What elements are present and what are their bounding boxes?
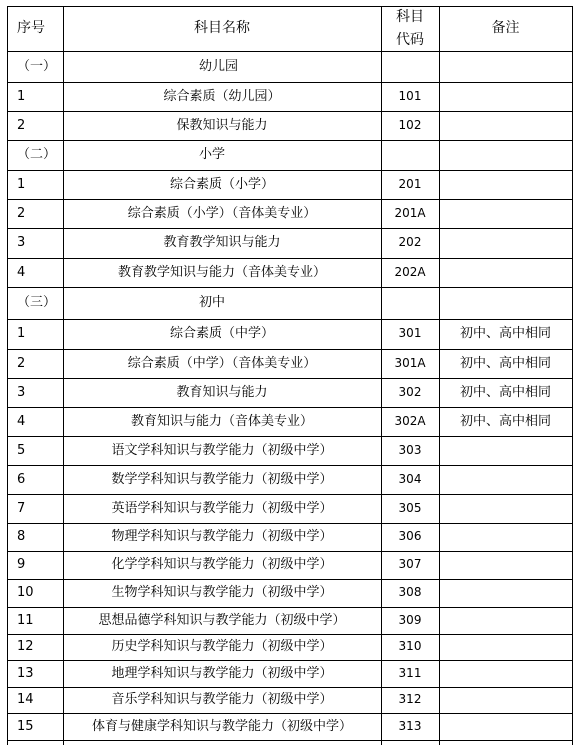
row-subject-name: 历史学科知识与教学能力（初级中学） [111,639,333,654]
row-note: 初中、高中相同 [459,355,551,371]
row-code: 202 [398,235,422,249]
table-row-line [7,349,572,350]
header-seq: 序号 [17,19,45,36]
row-seq: （一） [17,58,57,74]
table-row-line [7,170,572,171]
row-seq: 2 [17,117,26,133]
row-seq: 1 [17,176,26,192]
row-seq: 2 [17,355,26,371]
row-code: 312 [398,692,422,706]
table-row-line [7,713,572,714]
header-code-line2: 代码 [396,32,424,48]
row-code: 201A [394,205,426,220]
row-subject-name: 化学学科知识与教学能力（初级中学） [111,557,333,572]
table-row-line [7,199,572,200]
row-code: 307 [398,557,422,571]
row-seq: 4 [17,413,26,429]
row-subject-name: 思想品德学科知识与教学能力（初级中学） [98,612,346,628]
row-seq: 6 [17,471,26,487]
table-row-line [7,660,572,661]
row-code: 303 [398,442,422,457]
table-col-line [572,6,573,745]
row-subject-name: 教育知识与能力 [176,384,268,400]
table-row-line [7,687,572,688]
row-note: 初中、高中相同 [459,326,551,341]
row-seq: （三） [17,295,57,310]
table-row-line [7,407,572,408]
row-subject-name: 综合素质（中学）（音体美专业） [127,355,317,371]
row-seq: 8 [17,529,26,544]
header-code-line1: 科目 [396,9,424,25]
table-row-line [7,258,572,259]
row-subject-name: 教育知识与能力（音体美专业） [130,413,313,429]
row-subject-name: 综合素质（幼儿园） [163,88,281,104]
row-subject-name: 综合素质（小学） [169,176,274,192]
row-note: 初中、高中相同 [459,413,551,429]
row-seq: 10 [17,585,34,600]
table-row-line [7,82,572,83]
row-subject-name: 保教知识与能力 [176,117,268,133]
row-code: 102 [398,117,422,132]
table-row-line [7,607,572,608]
row-code: 308 [398,585,422,599]
row-seq: 3 [17,384,26,400]
row-code: 309 [398,612,422,627]
row-code: 305 [398,500,422,515]
row-code: 301 [398,326,422,340]
row-note: 初中、高中相同 [459,384,551,400]
row-subject-name: 地理学科知识与教学能力（初级中学） [111,665,333,681]
table-row-line [7,740,572,741]
row-subject-name: 音乐学科知识与教学能力（初级中学） [111,692,333,707]
table-row-line [7,523,572,524]
table-row-line [7,579,572,580]
row-code: 302 [398,384,422,399]
row-subject-name: 英语学科知识与教学能力（初级中学） [111,500,333,516]
row-subject-name: 综合素质（小学）（音体美专业） [127,205,317,221]
row-subject-name: 体育与健康学科知识与教学能力（初级中学） [91,718,352,734]
table-row-line [7,436,572,437]
row-code: 304 [398,471,422,486]
row-code: 310 [398,639,422,653]
row-code: 301A [394,355,426,370]
table-row-line [7,228,572,229]
table-row-line [7,287,572,288]
row-code: 306 [398,529,422,543]
row-seq: 12 [17,639,34,654]
row-seq: 7 [17,500,26,516]
table-row-line [7,111,572,112]
row-subject-name: 物理学科知识与教学能力（初级中学） [111,529,333,544]
table-row-line [7,51,572,52]
row-subject-name: 语文学科知识与教学能力（初级中学） [111,442,333,458]
row-seq: 11 [17,612,34,628]
table-row-line [7,140,572,141]
row-seq: 1 [17,88,26,104]
row-seq: 3 [17,235,26,250]
table-row-line [7,494,572,495]
subject-code-table [7,6,572,745]
row-subject-name: 教育教学知识与能力（音体美专业） [117,264,326,280]
row-seq: 1 [17,326,26,341]
row-code: 311 [398,665,422,680]
row-seq: 4 [17,264,26,280]
row-code: 302A [394,413,426,428]
row-seq: （二） [17,147,57,162]
row-subject-name: 小学 [199,147,226,162]
row-subject-name: 教育教学知识与能力 [163,235,281,250]
header-note: 备注 [491,19,520,36]
row-code: 201 [398,176,422,191]
row-seq: 15 [17,718,34,734]
row-subject-name: 初中 [199,295,226,310]
table-row-line [7,378,572,379]
row-subject-name: 生物学科知识与教学能力（初级中学） [111,585,333,600]
table-row-line [7,319,572,320]
table-row-line [7,634,572,635]
row-subject-name: 幼儿园 [199,58,239,74]
row-seq: 5 [17,442,26,458]
row-code: 313 [398,718,422,733]
row-subject-name: 数学学科知识与教学能力（初级中学） [111,471,333,487]
header-subject-name: 科目名称 [194,19,250,36]
table-row-line [7,551,572,552]
row-seq: 2 [17,205,26,221]
row-subject-name: 综合素质（中学） [169,326,274,341]
table-row-line [7,6,572,7]
row-seq: 14 [17,692,34,707]
row-code: 202A [394,264,426,279]
row-code: 101 [398,88,422,103]
table-row-line [7,465,572,466]
row-seq: 13 [17,665,34,681]
row-seq: 9 [17,557,26,572]
